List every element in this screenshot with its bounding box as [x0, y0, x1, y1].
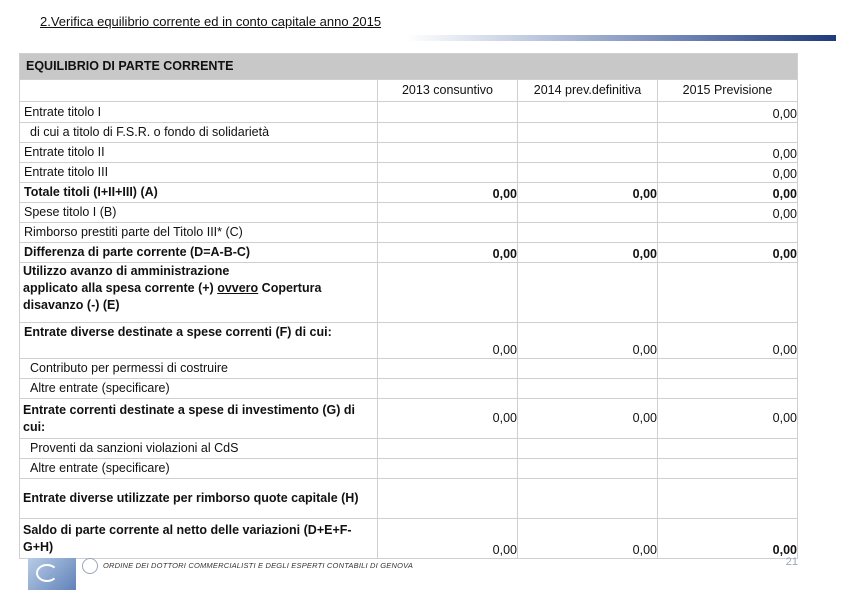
row-label: Totale titoli (I+II+III) (A)	[20, 183, 378, 203]
value-2015	[658, 359, 798, 379]
value-2015: 0,00	[658, 399, 798, 439]
row-label: Entrate diverse destinate a spese correnti (F) di cui:	[20, 323, 378, 359]
page-title: 2.Verifica equilibrio corrente ed in conto capitale anno 2015	[40, 14, 382, 29]
column-header-2014: 2014 prev.definitiva	[518, 80, 658, 102]
value-2014	[518, 459, 658, 479]
value-2014	[518, 359, 658, 379]
value-2013	[378, 223, 518, 243]
value-2013	[378, 359, 518, 379]
row-label: di cui a titolo di F.S.R. o fondo di solidarietà	[20, 123, 378, 143]
equilibrium-table	[19, 53, 798, 559]
table-row	[20, 359, 798, 379]
table-row	[20, 203, 798, 223]
value-2015	[658, 439, 798, 459]
value-2014	[518, 163, 658, 183]
value-2013: 0,00	[378, 243, 518, 263]
value-2013	[378, 459, 518, 479]
order-logo	[28, 558, 76, 590]
table-row	[20, 323, 798, 359]
table-row	[20, 183, 798, 203]
table-row	[20, 223, 798, 243]
value-2014: 0,00	[518, 399, 658, 439]
value-2015	[658, 263, 798, 323]
value-2013	[378, 439, 518, 459]
table-row	[20, 379, 798, 399]
column-header-2015: 2015 Previsione	[658, 80, 798, 102]
value-2013	[378, 143, 518, 163]
value-2015: 0,00	[658, 163, 798, 183]
table-row	[20, 143, 798, 163]
column-header-blank	[20, 80, 378, 102]
value-2015	[658, 223, 798, 243]
value-2015: 0,00	[658, 203, 798, 223]
value-2015: 0,00	[658, 102, 798, 123]
value-2013	[378, 479, 518, 519]
value-2013	[378, 203, 518, 223]
row-label: Spese titolo I (B)	[20, 203, 378, 223]
value-2013	[378, 123, 518, 143]
row-label: Rimborso prestiti parte del Titolo III* (C)	[20, 223, 378, 243]
value-2015	[658, 123, 798, 143]
row-label: Differenza di parte corrente (D=A-B-C)	[20, 243, 378, 263]
row-label: Saldo di parte corrente al netto delle variazioni (D+E+F-G+H)	[20, 519, 378, 559]
table-row	[20, 439, 798, 459]
value-2015: 0,00	[658, 183, 798, 203]
column-header-row	[20, 80, 798, 102]
row-label-underlined: ovvero	[217, 281, 259, 295]
value-2015: 0,00	[658, 323, 798, 359]
row-label: Altre entrate (specificare)	[20, 459, 378, 479]
table-heading-row	[20, 54, 798, 80]
row-label: Entrate correnti destinate a spese di investimento (G) di cui:	[20, 399, 378, 439]
table-heading: EQUILIBRIO DI PARTE CORRENTE	[20, 54, 798, 80]
logo-swirl-icon	[36, 564, 58, 582]
value-2014	[518, 439, 658, 459]
value-2015: 0,00	[658, 243, 798, 263]
value-2013	[378, 102, 518, 123]
value-2014	[518, 479, 658, 519]
value-2014	[518, 143, 658, 163]
value-2013: 0,00	[378, 323, 518, 359]
table-row	[20, 519, 798, 559]
title-accent-bar	[406, 35, 836, 41]
seal-icon	[82, 558, 98, 574]
value-2013	[378, 379, 518, 399]
table-row	[20, 243, 798, 263]
value-2015	[658, 459, 798, 479]
value-2015	[658, 479, 798, 519]
table-row	[20, 263, 798, 323]
table-row	[20, 459, 798, 479]
value-2014: 0,00	[518, 519, 658, 559]
row-label: Entrate titolo II	[20, 143, 378, 163]
value-2015	[658, 379, 798, 399]
value-2013	[378, 263, 518, 323]
row-label-line-1: Utilizzo avanzo di amministrazione	[23, 264, 230, 278]
table-row	[20, 102, 798, 123]
value-2015: 0,00	[658, 519, 798, 559]
page-number: 21	[785, 556, 798, 568]
table-row	[20, 163, 798, 183]
row-label-line-2: applicato alla spesa corrente (+)	[23, 281, 214, 295]
value-2014: 0,00	[518, 243, 658, 263]
row-label: Altre entrate (specificare)	[20, 379, 378, 399]
value-2015: 0,00	[658, 143, 798, 163]
table-row	[20, 123, 798, 143]
row-label: Proventi da sanzioni violazioni al CdS	[20, 439, 378, 459]
value-2013: 0,00	[378, 399, 518, 439]
value-2013	[378, 163, 518, 183]
row-label: Entrate titolo III	[20, 163, 378, 183]
value-2014	[518, 223, 658, 243]
value-2013: 0,00	[378, 183, 518, 203]
value-2013: 0,00	[378, 519, 518, 559]
column-header-2013: 2013 consuntivo	[378, 80, 518, 102]
table-row	[20, 479, 798, 519]
value-2014	[518, 102, 658, 123]
value-2014	[518, 379, 658, 399]
row-label: Entrate diverse utilizzate per rimborso quote capitale (H)	[20, 479, 378, 519]
row-label-line-2b: Copertura	[261, 281, 322, 295]
value-2014	[518, 203, 658, 223]
table-row	[20, 399, 798, 439]
footer-text: ORDINE DEI DOTTORI COMMERCIALISTI E DEGLI ESPERTI CONTABILI DI GENOVA	[103, 561, 414, 570]
value-2014	[518, 263, 658, 323]
value-2014: 0,00	[518, 183, 658, 203]
value-2014: 0,00	[518, 323, 658, 359]
row-label-line-3: disavanzo (-) (E)	[23, 298, 120, 312]
value-2014	[518, 123, 658, 143]
row-label-multiline	[20, 263, 378, 323]
row-label: Entrate titolo I	[20, 102, 378, 123]
row-label: Contributo per permessi di costruire	[20, 359, 378, 379]
